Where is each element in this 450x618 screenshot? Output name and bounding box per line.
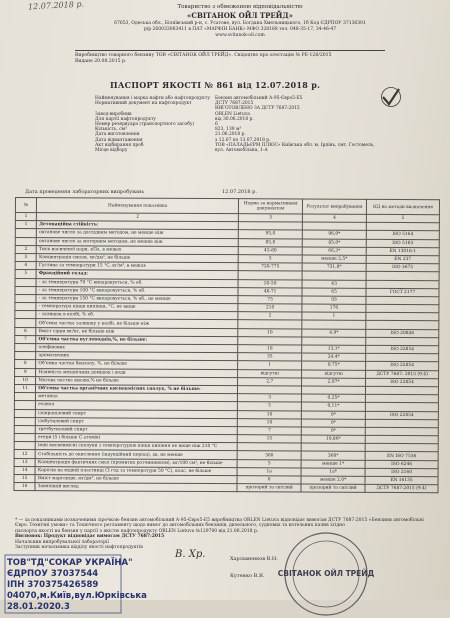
cell-n: [15, 294, 36, 302]
handwritten-signature: В. Хр.: [175, 549, 206, 560]
cell-n: 13: [14, 458, 35, 466]
cell-name: Концентрація фактичних смол (промитих розчинником), мг/100 см³, не більше: [35, 458, 237, 467]
col-index: 3: [239, 214, 303, 223]
cell-v: [238, 271, 302, 280]
col-name: Найменування показника: [37, 198, 239, 214]
info-row: Нормативний документ на нафтопродукт ДСТУ 7687:2015: [95, 101, 254, 107]
cell-r: 66,3*: [302, 247, 366, 256]
col-method: НД на методи визначення: [366, 199, 439, 214]
cell-name: - за температури 70 °C випаровується, % об.: [36, 278, 238, 287]
cell-v: 10: [238, 328, 302, 337]
cell-v: 5: [238, 402, 302, 411]
cell-v: [239, 222, 303, 231]
cell-r: [302, 222, 366, 231]
info-row: Найменування і марка нафти або нафтопродукту Бензин автомобільний А-95-Євро5-Е5: [95, 96, 303, 101]
cell-name: Наявність механічних домішок і води: [36, 368, 238, 377]
cell-v: 1a: [237, 467, 301, 476]
cell-v: 2: [238, 312, 302, 321]
footnote: Євро. Технічні умови» та Технічного регламенту щодо вимог до автомобільних бензинів, дизельного, суднових та котельних палив згідно: [15, 523, 345, 529]
cell-name: ізобутиловий спирт: [36, 417, 238, 426]
cell-m: ДСТУ 7687: 2015 (9.4): [366, 370, 439, 379]
cell-r: 13,1*: [302, 345, 366, 354]
signatory-1: Харламенков В.Н.: [230, 556, 278, 562]
cell-r: менше 2,5*: [302, 255, 366, 264]
cell-n: 7: [15, 335, 36, 343]
company-header: [110, 4, 370, 39]
cell-r: [302, 320, 366, 329]
cell-name: Тиск насиченої пари, кПа, в межах: [37, 245, 239, 254]
cell-n: [15, 229, 36, 237]
col-index: 2: [37, 213, 239, 222]
info-row: ВИГОТОВЛЕНО ЗА ДСТУ 7687:2015: [215, 106, 300, 112]
cell-r: [302, 337, 366, 346]
cell-v: 15: [237, 435, 301, 444]
cell-n: [15, 286, 36, 294]
company-name: «СВІТАНОК ОЙЛ ТРЕЙД»: [187, 11, 293, 21]
cell-n: 3: [15, 253, 36, 261]
cell-name: Зовнішній вигляд: [35, 483, 237, 492]
cell-r: 0*: [301, 427, 365, 436]
certificate-line: Виробництво товарного бензину ТОВ «СВІТАНОК ОЙЛ ТРЕЙД». Свідоцтво про атестацію № РЕ-126/2015: [75, 53, 332, 58]
cell-m: ISO 2160: [365, 468, 438, 477]
info-row: Для партії нафтопродукту від 30.06.2018 р.: [95, 116, 254, 122]
cell-name: третбутиловий спирт: [36, 425, 238, 434]
cell-r: 43: [302, 280, 366, 289]
col-norm: Норма за нормативним документом: [239, 199, 303, 214]
sokar-rect-stamp: [0, 553, 147, 615]
cell-v: [238, 386, 302, 395]
stamp-line: ІПН 370375426589: [7, 580, 99, 590]
info-row: Номер резервуара (транспортного засобу) 6: [95, 122, 218, 128]
cell-r: менше 2,0*: [301, 476, 365, 485]
cell-n: 8: [15, 360, 36, 368]
cell-n: [14, 401, 35, 409]
cell-v: 720-775: [238, 263, 302, 272]
cell-name: Вміст сірки мг/кг, не більше ніж: [36, 327, 238, 336]
cell-v: 10: [237, 418, 301, 427]
col-index: 4: [302, 214, 366, 223]
cell-r: 4,9*: [302, 329, 366, 338]
test-date-label: Дата проведення лабораторних випробувань: [25, 189, 145, 195]
cell-n: [14, 409, 35, 417]
cell-r: 731,8*: [302, 263, 366, 272]
info-row: Дата виготовлення 21.06.2018 р.: [95, 132, 246, 138]
cell-m: ISO 3675: [366, 263, 439, 272]
info-row: Завод-виробник ORLEN Lietuva: [95, 111, 250, 117]
cell-name: Стабільність до окислення (індукційний період), хв, не менше: [35, 450, 237, 459]
lab-head-label: Начальник випробувальної лабораторії: [15, 539, 109, 545]
signatory-2: Кутенко В.Я.: [230, 573, 265, 579]
cell-name: Об'ємна частка органічних кисневмісних сполук, % не більше:: [36, 385, 238, 394]
header-divider: [75, 50, 385, 51]
table-row: [14, 483, 438, 493]
cell-v: [238, 336, 302, 345]
cell-n: [15, 303, 36, 311]
cell-n: 6: [15, 327, 36, 335]
cell-v: відсутні: [238, 369, 302, 378]
cell-r: 85,0*: [302, 239, 366, 248]
cell-r: [302, 386, 366, 395]
footer-notes: [15, 518, 435, 550]
cell-m: ISO 22854: [366, 345, 439, 354]
cell-name: Масова частка кисню,% не більше: [36, 376, 238, 385]
cell-r: відсутні: [302, 370, 366, 379]
cell-n: [15, 278, 36, 286]
cell-name: ароматичних: [36, 352, 238, 361]
cell-n: [14, 442, 35, 450]
cell-m: ISO 20846: [366, 329, 439, 338]
cell-r: 96,0*: [302, 230, 366, 239]
cell-r: 93: [302, 296, 366, 305]
cell-name: інші кисневмісні сполуки з температурою кінця кипіння не вище ніж 210 °C: [35, 442, 237, 451]
cell-n: [14, 425, 35, 433]
cell-v: [238, 320, 302, 329]
cell-r: менше 1*: [301, 460, 365, 469]
footnote: * — за показниками позначеними зірочкою бензин автомобільний А-95-Євро5-Е5 виробництва ORLEN Lietuva відповідає вимогам ДСТУ 7687:2015 «Бензини автомобільні: [15, 518, 424, 523]
cell-n: 2: [15, 245, 36, 253]
product-info: [95, 96, 425, 153]
cell-name: - залишок в колбі, % об.: [36, 311, 238, 320]
certificate-date: Видане 20.08.2015 р.: [75, 59, 127, 65]
company-round-seal: [277, 530, 375, 618]
cell-v: 7: [237, 427, 301, 436]
cell-name: - температура кінця кипіння, °C, не вище: [36, 303, 238, 312]
cell-m: EN 237: [366, 255, 439, 264]
cell-n: 12: [14, 450, 35, 458]
col-result: Результат випробування: [303, 199, 367, 214]
test-date-caption: [25, 189, 257, 195]
cell-n: [15, 311, 36, 319]
col-index: 1: [15, 213, 36, 221]
cell-name: олефінових: [36, 344, 238, 353]
cell-v: 6: [237, 476, 301, 485]
cell-name: - за температури 100 °C випаровується, % об.: [36, 286, 238, 295]
cell-m: ISO 22854: [366, 378, 439, 387]
cell-v: 18: [238, 345, 302, 354]
cell-n: 10: [15, 376, 36, 384]
table-body: [14, 221, 439, 493]
cell-r: 24,4*: [302, 353, 366, 362]
cell-m: ISO 6246: [365, 460, 438, 469]
info-row: Дата відвантаження з 12.07 по 13.07.2018 р.: [95, 137, 271, 143]
cell-v: 35: [238, 353, 302, 362]
cell-name: октанове число за моторним методом, не менше ніж: [37, 237, 239, 246]
conclusion: Висновок: Продукт відповідає вимогам ДСТУ 7687:2015: [15, 534, 165, 540]
cell-r: 0,25*: [302, 394, 366, 403]
col-index: 5: [366, 214, 439, 223]
handwritten-date: 12.07.2018 р.: [27, 0, 85, 12]
cell-name: Вміст марганцю, мг/дм³, не більше: [35, 475, 237, 484]
cell-name: Об'ємна частка вуглеводнів,%, не більше:: [36, 335, 238, 344]
cell-v: 75: [238, 296, 302, 305]
cell-name: Концентрація смоли, мг/дм³, не більше: [36, 254, 238, 263]
cell-v: 10: [238, 410, 302, 419]
cell-name: Об'ємна частка бензолу, %, не більше: [36, 360, 238, 369]
org-line: Товариство з обмеженою відповідальністю: [177, 4, 303, 10]
cell-v: 5: [238, 255, 302, 264]
cell-r: 0,75*: [302, 361, 366, 370]
cell-n: [15, 237, 36, 245]
cell-name: Детонаційна стійкість:: [37, 221, 239, 230]
cell-n: 1: [15, 221, 36, 229]
info-row: Кількість, см³ 823, 139 м³: [95, 127, 242, 133]
cell-v: 45-80: [238, 246, 302, 255]
cell-n: 9: [15, 368, 36, 376]
cell-v: 3: [238, 394, 302, 403]
cell-r: 1: [302, 312, 366, 321]
cell-name: Фракційний склад:: [36, 270, 238, 279]
seal-text: СВІТАНОК ОЙЛ ТРЕЙД: [277, 569, 375, 578]
cell-name: Корозія на мідній пластинці (3 год за температури 50 °C), клас, не більше: [35, 466, 237, 475]
cell-m: EN ISO 7536: [365, 452, 438, 461]
cell-r: прозорий та світлий: [301, 484, 365, 493]
cell-r: 0,11*: [301, 402, 365, 411]
cell-n: [15, 344, 36, 352]
cell-v: 46-71: [238, 287, 302, 296]
cell-r: 65: [302, 288, 366, 297]
quality-table: [13, 197, 440, 494]
cell-n: 16: [14, 483, 35, 491]
cell-name: етанол: [36, 401, 238, 410]
stamp-line: ТОВ"ТД"СОКАР УКРАЇНА": [7, 558, 133, 568]
col-num: №: [15, 198, 36, 213]
cell-n: 15: [14, 474, 35, 482]
cell-v: 210: [238, 304, 302, 313]
page-title: ПАСПОРТ ЯКОСТІ № 861 від 12.07.2018 р.: [110, 80, 321, 90]
company-address: 67653, Одеська обл., Біляївський р-н, с. Усатове, вул. Богдана Хмельницького, 1б Код ЄДРПОУ 37136301: [114, 20, 366, 26]
info-row: Місце відбору вул. Автомобільна, 1-А: [95, 148, 268, 154]
cell-n: [15, 352, 36, 360]
cell-r: 0*: [301, 419, 365, 428]
cell-n: [14, 393, 35, 401]
cell-name: Густина за температури 15 °C, кг/м³, в межах: [36, 262, 238, 271]
cell-v: прозорий та світлий: [237, 484, 301, 493]
cell-r: 10,86*: [301, 435, 365, 444]
cell-m: EN 16135: [365, 476, 438, 485]
stamp-line: 04070,м.Київ,вул.Юрківська: [7, 591, 147, 601]
cell-v: 1: [238, 361, 302, 370]
cell-m: ISO 5164: [366, 231, 439, 240]
cell-v: 85,0: [238, 238, 302, 247]
cell-name: ізопропіловий спирт: [36, 409, 238, 418]
cell-v: 2,7: [238, 377, 302, 386]
cell-m: ISO 22854: [366, 362, 439, 371]
cell-v: 5: [237, 459, 301, 468]
cell-n: 4: [15, 262, 36, 270]
cell-v: 360: [237, 451, 301, 460]
cell-v: 95,0: [238, 230, 302, 239]
cell-r: [302, 271, 366, 280]
cell-v: 20-50: [238, 279, 302, 288]
cell-n: 5: [15, 270, 36, 278]
cell-m: ISO 22854: [365, 411, 438, 420]
company-bank: р/р 260033063411 в ПАТ «МАРФІН БАНК» МФО 328168 тел. 048-35-17, 34-46-47: [143, 26, 337, 32]
cell-r: [301, 443, 365, 452]
cell-r: 176: [302, 304, 366, 313]
cell-m: EN 13016-1: [366, 247, 439, 256]
cell-m: ISO 5163: [366, 239, 439, 248]
stamp-line: 28.01.2020.3: [7, 602, 70, 612]
deputy-label: Заступник начальника відділу якості нафтопродуктів: [15, 545, 143, 551]
cell-r: 0*: [301, 411, 365, 420]
cell-m: ДСТУ 7687:2015 (9.4): [365, 485, 438, 494]
cell-name: етери (5 і більше С атомів): [36, 434, 238, 443]
cell-name: Об'ємна частка залишку у колбі, не більше ніж: [36, 319, 238, 328]
cell-n: [15, 319, 36, 327]
company-site: www.svitanok-oil.com: [215, 32, 265, 38]
cell-r: 2,07*: [302, 378, 366, 387]
cell-r: 1a*: [301, 468, 365, 477]
cell-n: [14, 434, 35, 442]
footnote: паспорта якості на бензин у партії з якістю нафтопродукту ORLEN Lietuva №129700 від 21.06.2018 р.: [15, 528, 259, 534]
cell-r: 360*: [301, 451, 365, 460]
cell-name: метанол: [36, 393, 238, 402]
cell-name: октанове число за дослідним методом, не менше ніж: [37, 229, 239, 238]
info-row: Акт відбирання проб ТОВ «ПАЛАДЬЄРМ ПЛЮС» Київська обл. м. Ірпінь, смт. Гостомель,: [95, 142, 375, 148]
test-date-value: 12.07.2018 р.: [221, 189, 257, 195]
cell-name: - за температури 150 °C випаровується, % об., не менше: [36, 294, 238, 303]
stamp-line: ЄДРПОУ 37037544: [7, 569, 99, 579]
cell-n: 11: [14, 384, 35, 392]
cell-n: [14, 417, 35, 425]
cell-m: ГОСТ 2177: [366, 288, 439, 297]
certificate-note: [75, 53, 395, 66]
cell-n: 14: [14, 466, 35, 474]
